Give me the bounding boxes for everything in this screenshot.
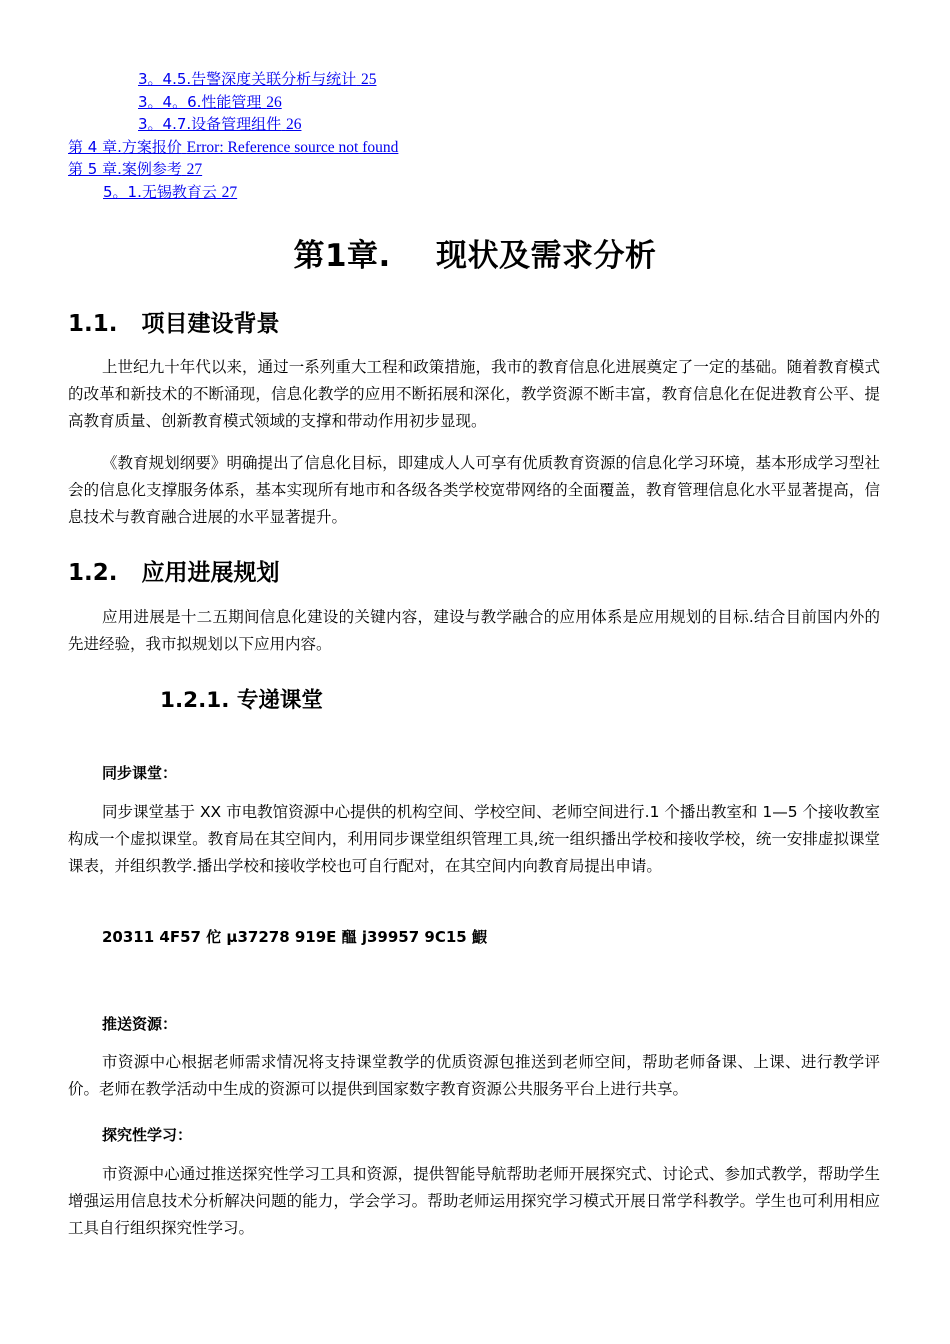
- paragraph: 同步课堂基于 XX 市电教馆资源中心提供的机构空间、学校空间、老师空间进行.1 个播出教室和 1—5 个接收教室构成一个虚拟课堂。教育局在其空间内，利用同步课堂组织管理工具,统一组织播出学校和接收学校，统一安排虚拟课堂课表，并组织教学.播出学校和接收学校也可自行配对，在其空间内向教育局提出申请。: [68, 803, 880, 875]
- subsection-heading: 1.2.1. 专递课堂: [160, 688, 323, 713]
- toc-link[interactable]: 3。4。6.性能管理 26: [138, 92, 282, 111]
- section-heading: 1.2. 应用进展规划: [68, 560, 280, 586]
- toc-link[interactable]: 3。4.7.设备管理组件 26: [138, 115, 302, 133]
- toc-link[interactable]: 5。1.无锡教育云 27: [103, 182, 238, 201]
- label-inquiry-learning: 探究性学习：: [102, 1126, 193, 1144]
- toc-entry: [0, 136, 950, 159]
- paragraph: 上世纪九十年代以来，通过一系列重大工程和政策措施，我市的教育信息化进展奠定了一定的基础。随着教育模式的改革和新技术的不断涌现，信息化教学的应用不断拓展和深化，教学资源不断丰富，教育信息化在促进教育公平、提高教育质量、创新教育模式领域的支撑和带动作用初步显现。: [68, 358, 880, 430]
- toc-link[interactable]: 第 4 章.方案报价 Error: Reference source not found: [68, 137, 399, 156]
- paragraph: 应用进展是十二五期间信息化建设的关键内容，建设与教学融合的应用体系是应用规划的目标.结合目前国内外的先进经验，我市拟规划以下应用内容。: [68, 608, 880, 653]
- toc-entry: [0, 68, 950, 91]
- label-push-resources: 推送资源：: [102, 1015, 178, 1033]
- toc-entry: [0, 181, 950, 204]
- toc-link[interactable]: 3。4.5.告警深度关联分析与统计 25: [138, 70, 377, 88]
- paragraph: 市资源中心通过推送探究性学习工具和资源，提供智能导航帮助老师开展探究式、讨论式、参加式教学，帮助学生增强运用信息技术分析解决问题的能力，学会学习。帮助老师运用探究学习模式开展日常学科教学。学生也可利用相应工具自行组织探究性学习。: [68, 1165, 880, 1237]
- chapter-title: 第1章. 现状及需求分析: [293, 238, 657, 274]
- code-line: 20311 4F57 佗 µ37278 919E 醞 j39957 9C15 鰕: [102, 928, 487, 946]
- toc-entry: [0, 91, 950, 114]
- toc-entry: [0, 158, 950, 181]
- table-of-contents: [0, 68, 950, 203]
- section-heading: 1.1. 项目建设背景: [68, 311, 280, 337]
- paragraph: 市资源中心根据老师需求情况将支持课堂教学的优质资源包推送到老师空间，帮助老师备课、上课、进行教学评价。老师在教学活动中生成的资源可以提供到国家数字教育资源公共服务平台上进行共享。: [68, 1053, 880, 1098]
- paragraph: 《教育规划纲要》明确提出了信息化目标，即建成人人可享有优质教育资源的信息化学习环境，基本形成学习型社会的信息化支撑服务体系，基本实现所有地市和各级各类学校宽带网络的全面覆盖，教育管理信息化水平显著提高，信息技术与教育融合进展的水平显著提升。: [68, 454, 880, 526]
- label-sync-classroom: 同步课堂：: [102, 764, 178, 782]
- toc-link[interactable]: 第 5 章.案例参考 27: [68, 160, 203, 178]
- toc-entry: [0, 113, 950, 136]
